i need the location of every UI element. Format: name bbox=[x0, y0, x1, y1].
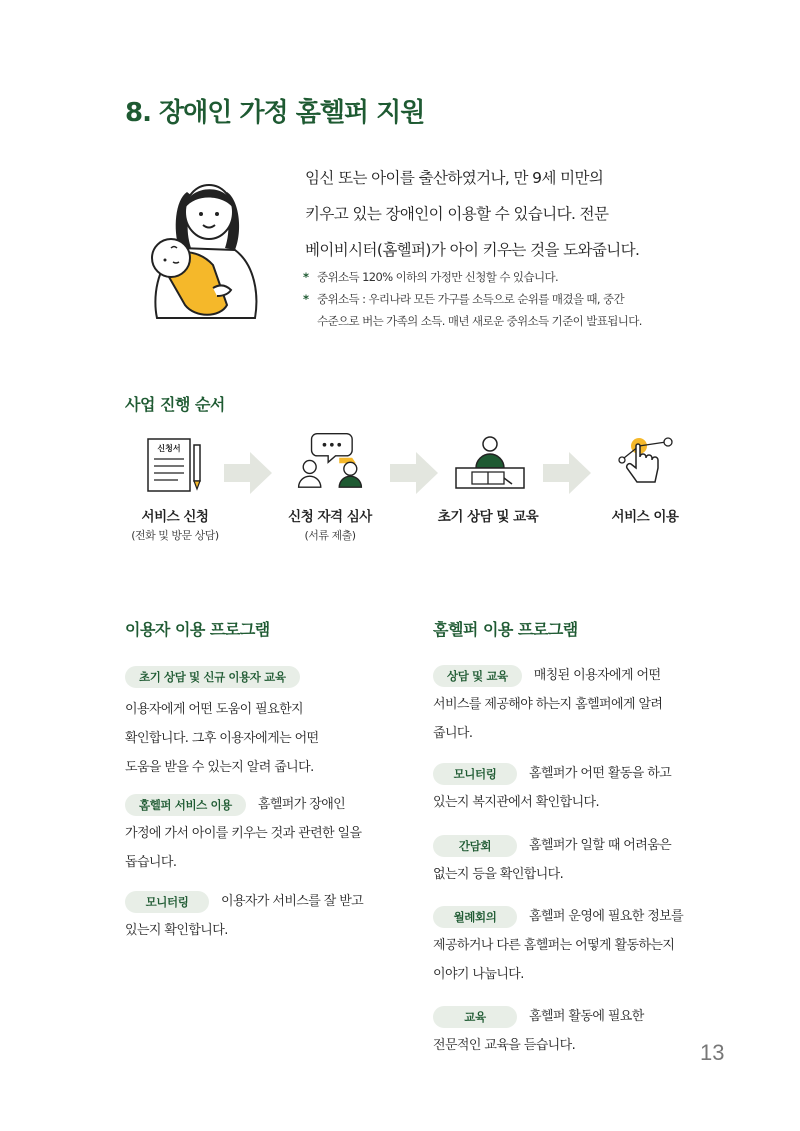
step-2-label: 신청 자격 심사 bbox=[288, 509, 372, 525]
helper-program-title: 홈헬퍼 이용 프로그램 bbox=[433, 620, 578, 639]
item-inline-text: 홈헬퍼가 일할 때 어려움은 bbox=[529, 838, 672, 853]
user-program-item bbox=[125, 662, 415, 782]
item-line: 이야기 나눕니다. bbox=[433, 967, 524, 982]
page-number: 13 bbox=[700, 1040, 725, 1065]
item-line: 있는지 확인합니다. bbox=[125, 923, 228, 938]
item-inline-text: 홈헬퍼가 장애인 bbox=[257, 797, 346, 812]
helper-program-item bbox=[433, 759, 723, 817]
star-icon: * bbox=[303, 292, 309, 306]
page-title: 8. 장애인 가정 홈헬퍼 지원 bbox=[125, 98, 425, 128]
item-line: 없는지 등을 확인합니다. bbox=[433, 867, 564, 882]
note-text: 중위소득 : 우리나라 모든 가구를 소득으로 순위를 매겼을 때, 중간 bbox=[317, 292, 625, 306]
tag-badge: 간담회 bbox=[433, 835, 517, 857]
intro-line: 키우고 있는 장애인이 이용할 수 있습니다. 전문 bbox=[305, 205, 609, 223]
form-label: 신청서 bbox=[157, 444, 181, 453]
step-2-sub: (서류 제출) bbox=[304, 529, 356, 542]
process-title: 사업 진행 순서 bbox=[125, 395, 225, 414]
item-inline-text: 홈헬퍼가 어떤 활동을 하고 bbox=[529, 766, 672, 781]
item-line: 도움을 받을 수 있는지 알려 줍니다. bbox=[125, 760, 314, 775]
helper-program-item bbox=[433, 661, 723, 748]
item-inline-text: 이용자가 서비스를 잘 받고 bbox=[221, 894, 364, 909]
step-3-label: 초기 상담 및 교육 bbox=[437, 509, 539, 525]
right-arrow-icon bbox=[224, 450, 274, 496]
user-program-item bbox=[125, 887, 415, 945]
step-1-sub: (전화 및 방문 상담) bbox=[131, 529, 219, 542]
footnotes bbox=[303, 266, 733, 332]
item-line: 확인합니다. 그후 이용자에게는 어떤 bbox=[125, 731, 319, 746]
touch-service-icon bbox=[606, 432, 686, 492]
consultation-icon bbox=[290, 430, 370, 490]
note-median-income-cont bbox=[303, 310, 733, 332]
right-arrow-icon bbox=[390, 450, 440, 496]
intro-text bbox=[305, 160, 725, 268]
item-line: 서비스를 제공해야 하는지 홈헬퍼에게 알려 bbox=[433, 697, 663, 712]
note-median-income bbox=[303, 288, 733, 310]
application-form-icon bbox=[140, 435, 220, 495]
tag-badge: 초기 상담 및 신규 이용자 교육 bbox=[125, 666, 300, 688]
item-line: 제공하거나 다른 홈헬퍼는 어떻게 활동하는지 bbox=[433, 938, 675, 953]
tag-badge: 홈헬퍼 서비스 이용 bbox=[125, 794, 246, 816]
helper-program-item bbox=[433, 902, 723, 989]
right-arrow-icon bbox=[543, 450, 593, 496]
item-line: 전문적인 교육을 듣습니다. bbox=[433, 1038, 576, 1053]
note-income-limit bbox=[303, 266, 733, 288]
mother-baby-illustration bbox=[135, 170, 265, 320]
helper-program-item bbox=[433, 831, 723, 889]
tag-badge: 모니터링 bbox=[125, 891, 209, 913]
step-4-label: 서비스 이용 bbox=[611, 509, 679, 525]
helper-program-item bbox=[433, 1002, 723, 1060]
item-line: 이용자에게 어떤 도움이 필요한지 bbox=[125, 702, 304, 717]
user-program-title: 이용자 이용 프로그램 bbox=[125, 620, 270, 639]
note-text: 중위소득 120% 이하의 가정만 신청할 수 있습니다. bbox=[317, 270, 559, 284]
item-line: 있는지 복지관에서 확인합니다. bbox=[433, 795, 600, 810]
user-program-item bbox=[125, 790, 415, 877]
intro-line: 임신 또는 아이를 출산하였거나, 만 9세 미만의 bbox=[305, 169, 604, 187]
education-desk-icon bbox=[450, 432, 530, 492]
item-line: 줍니다. bbox=[433, 726, 473, 741]
tag-badge: 월례회의 bbox=[433, 906, 517, 928]
item-line: 가정에 가서 아이를 키우는 것과 관련한 일을 bbox=[125, 826, 362, 841]
intro-line: 베이비시터(홈헬퍼)가 아이 키우는 것을 도와줍니다. bbox=[305, 241, 640, 259]
tag-badge: 모니터링 bbox=[433, 763, 517, 785]
step-1-label: 서비스 신청 bbox=[141, 509, 209, 525]
note-text: 수준으로 버는 가족의 소득. 매년 새로운 중위소득 기준이 발표됩니다. bbox=[317, 314, 642, 328]
item-inline-text: 매칭된 이용자에게 어떤 bbox=[533, 668, 661, 683]
item-inline-text: 홈헬퍼 운영에 필요한 정보를 bbox=[529, 909, 684, 924]
star-icon: * bbox=[303, 270, 309, 284]
tag-badge: 교육 bbox=[433, 1006, 517, 1028]
tag-badge: 상담 및 교육 bbox=[433, 665, 522, 687]
item-line: 돕습니다. bbox=[125, 855, 177, 870]
item-inline-text: 홈헬퍼 활동에 필요한 bbox=[529, 1009, 644, 1024]
